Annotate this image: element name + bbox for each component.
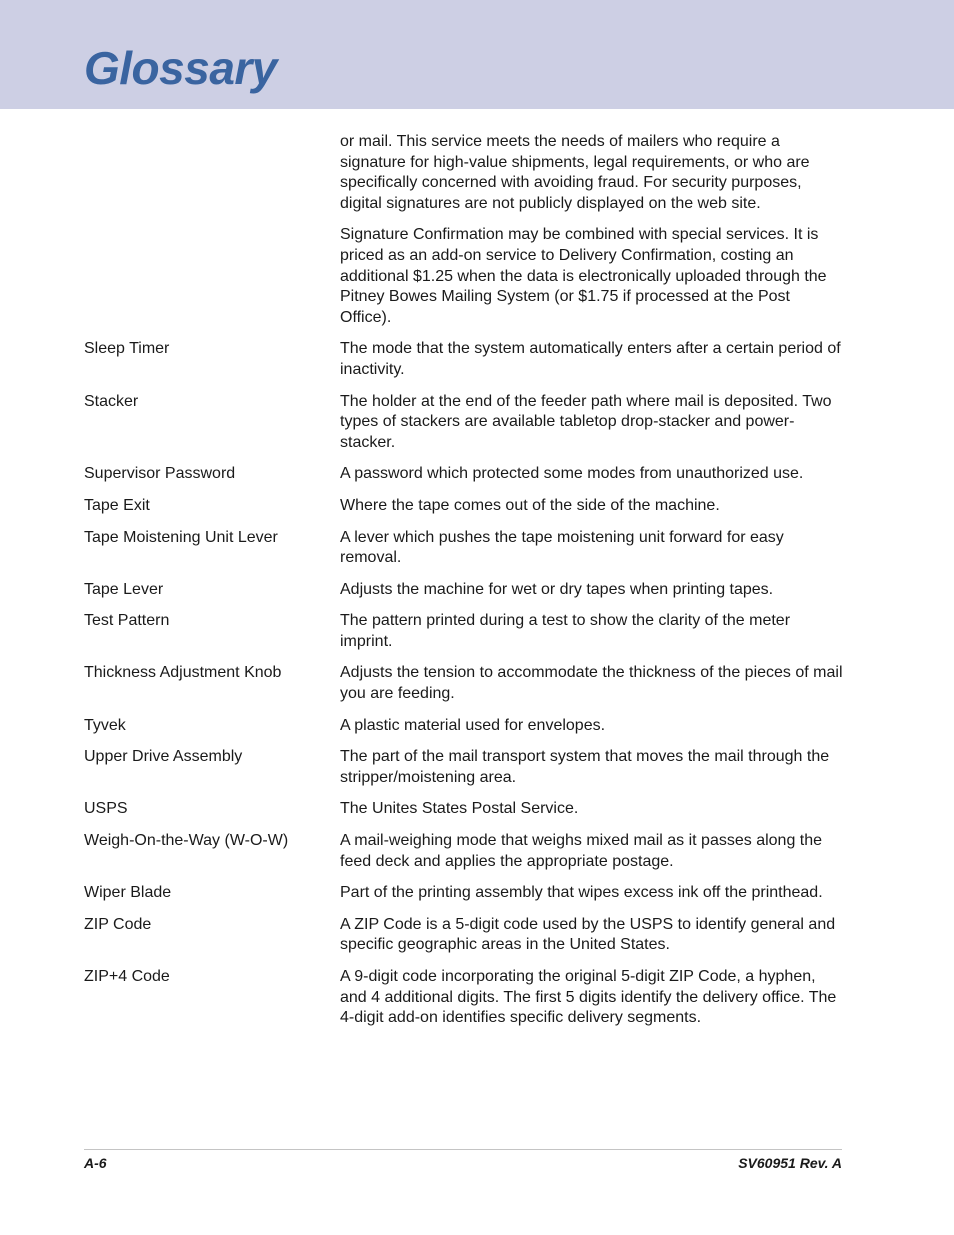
glossary-entry: [84, 611, 844, 652]
continued-paragraph: Signature Confirmation may be combined with special services. It is priced as an add-on service to Delivery Confirmation, costing an additional $1.25 when the data is electronically uploaded through the Pitney Bowes Mailing System (or $1.75 if processed at the Post Office).: [340, 226, 827, 326]
glossary-entry: [84, 528, 844, 569]
glossary-entry: [84, 799, 844, 820]
glossary-content: [84, 132, 844, 1040]
glossary-entry: [84, 464, 844, 485]
glossary-entry: [84, 716, 844, 737]
glossary-entry: [84, 580, 844, 601]
glossary-term: Wiper Blade: [84, 884, 172, 902]
glossary-entry: [84, 883, 844, 904]
glossary-entry: [84, 747, 844, 788]
glossary-definition: The holder at the end of the feeder path where mail is deposited. Two types of stackers are available tabletop drop-stacker and power-stacker.: [340, 392, 832, 451]
glossary-term: Tyvek: [84, 716, 126, 734]
glossary-definition: The part of the mail transport system that moves the mail through the stripper/moistening area.: [340, 748, 830, 786]
glossary-definition: A lever which pushes the tape moistening unit forward for easy removal.: [340, 528, 784, 567]
glossary-definition: Where the tape comes out of the side of the machine.: [340, 496, 720, 514]
continued-definition: [340, 132, 844, 328]
glossary-term: ZIP+4 Code: [84, 968, 170, 985]
continued-paragraph: or mail. This service meets the needs of mailers who require a signature for high-value shipments, legal requirements, or who are specifically concerned with avoiding fraud. For security purposes, digital signatures are not publicly displayed on the web site.: [340, 133, 810, 212]
glossary-definition: A plastic material used for envelopes.: [340, 716, 606, 734]
footer-divider: [84, 1149, 842, 1150]
glossary-term: Weigh-On-the-Way (W-O-W): [84, 832, 289, 850]
glossary-entry: [84, 392, 844, 454]
glossary-definition: The mode that the system automatically enters after a certain period of inactivity.: [340, 340, 841, 378]
glossary-definition: The Unites States Postal Service.: [340, 800, 579, 818]
glossary-definition: Adjusts the tension to accommodate the thickness of the pieces of mail you are feeding.: [340, 664, 843, 703]
glossary-term: ZIP Code: [84, 915, 152, 933]
glossary-entry: [84, 831, 844, 872]
glossary-term: Stacker: [84, 392, 139, 410]
glossary-definition: The pattern printed during a test to show the clarity of the meter imprint.: [340, 612, 791, 650]
glossary-term: Tape Lever: [84, 580, 164, 598]
page-number: A-6: [84, 1155, 107, 1171]
glossary-entry: [84, 339, 844, 380]
glossary-entry: [84, 967, 844, 1029]
glossary-entry: [84, 915, 844, 956]
glossary-definition: A 9-digit code incorporating the original 5-digit ZIP Code, a hyphen, and 4 additional digits. The first 5 digits identify the delivery office. The 4-digit add-on identifies specific delivery segments.: [340, 968, 837, 1027]
glossary-term: Upper Drive Assembly: [84, 748, 243, 766]
glossary-definition: A mail-weighing mode that weighs mixed mail as it passes along the feed deck and applies the appropriate postage.: [340, 832, 823, 870]
glossary-term: Tape Moistening Unit Lever: [84, 528, 278, 546]
glossary-entry: [84, 663, 844, 704]
glossary-definition: Part of the printing assembly that wipes excess ink off the printhead.: [340, 884, 823, 902]
glossary-term: Supervisor Password: [84, 465, 236, 483]
glossary-term: Thickness Adjustment Knob: [84, 664, 282, 682]
page-title: Glossary: [84, 42, 277, 94]
glossary-definition: A ZIP Code is a 5-digit code used by the USPS to identify general and specific geographic areas in the United States.: [340, 915, 836, 954]
glossary-term: Test Pattern: [84, 612, 170, 630]
glossary-term: Tape Exit: [84, 496, 150, 514]
document-id: SV60951 Rev. A: [738, 1155, 842, 1171]
glossary-term: USPS: [84, 800, 128, 818]
glossary-term: Sleep Timer: [84, 340, 170, 358]
glossary-definition: A password which protected some modes from unauthorized use.: [340, 465, 804, 483]
glossary-definition: Adjusts the machine for wet or dry tapes when printing tapes.: [340, 580, 774, 598]
glossary-entry: [84, 496, 844, 517]
